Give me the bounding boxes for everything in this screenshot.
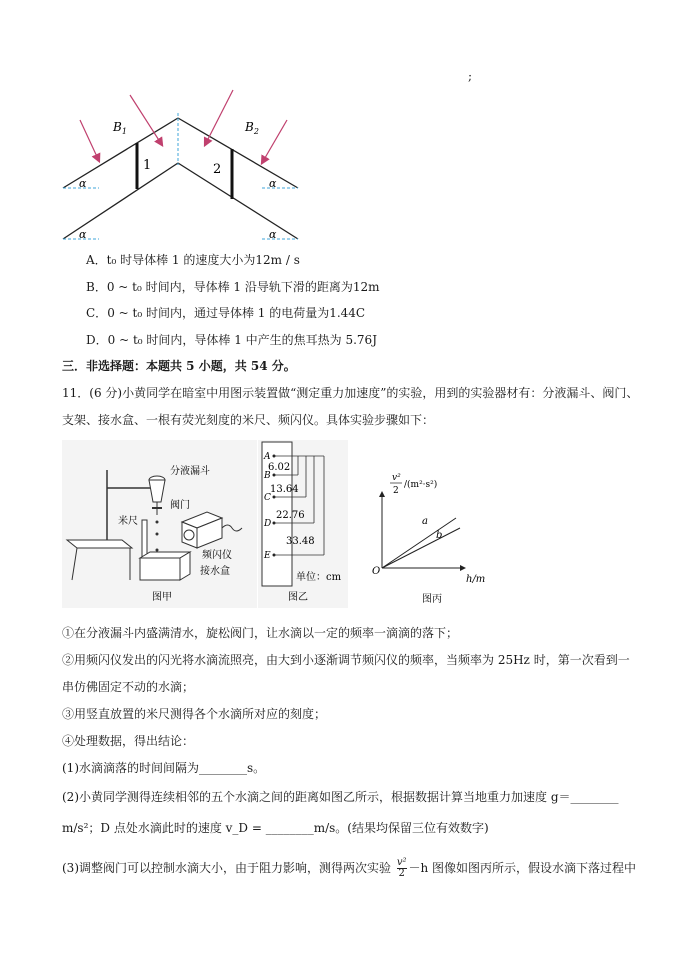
line-b xyxy=(382,528,460,568)
svg-text:6.02: 6.02 xyxy=(268,462,291,473)
option-a: A．t₀ 时导体棒 1 的速度大小为12m / s xyxy=(86,253,300,267)
step-3: ③用竖直放置的米尺测得各个水滴所对应的刻度； xyxy=(62,707,327,721)
svg-text:E: E xyxy=(264,551,271,561)
question-line-2: 支架、接水盒、一根有荧光刻度的米尺、频闪仪。具体实验步骤如下： xyxy=(62,413,435,427)
svg-text:D: D xyxy=(264,519,272,529)
rod1-label: 1 xyxy=(143,158,152,173)
fig-b-caption: 图乙 xyxy=(288,592,308,603)
svg-text:阀门: 阀门 xyxy=(170,500,190,511)
svg-text:α: α xyxy=(269,177,277,190)
svg-text:分液漏斗: 分液漏斗 xyxy=(170,466,210,477)
sub-q2a: (2)小黄同学测得连续相邻的五个水滴之间的距离如图乙所示，根据数据计算当地重力加速度 g＝________ xyxy=(62,790,619,804)
svg-text:b: b xyxy=(436,530,443,541)
lower-right-rail xyxy=(178,163,298,239)
rod2-label: 2 xyxy=(213,162,222,177)
b1-label: $B_1$ xyxy=(113,120,127,136)
svg-text:α: α xyxy=(79,228,87,241)
svg-text:C: C xyxy=(264,493,271,503)
step-4: ④处理数据，得出结论： xyxy=(62,734,195,748)
sub-q2b: m/s²；D 点处水滴此时的速度 v_D = ________m/s。(结果均保留三位有效数字) xyxy=(62,821,489,835)
svg-text:α: α xyxy=(79,177,87,190)
svg-text:O: O xyxy=(372,566,381,577)
corner-mark: ; xyxy=(468,69,473,83)
svg-text:33.48: 33.48 xyxy=(286,536,315,547)
svg-text:米尺: 米尺 xyxy=(118,516,138,527)
sub-q3: (3)调整阀门可以控制水滴大小，由于阻力影响，测得两次实验 $\frac{\text{v²}}{2}$ －h 图像如图丙所示，假设水滴下落过程中 xyxy=(62,857,637,879)
question-line-1: 11．(6 分)小黄同学在暗室中用图示装置做“测定重力加速度”的实验，用到的实验器材有：分液漏斗、阀门、 xyxy=(62,386,639,400)
option-c: C．0 ~ t₀ 时间内，通过导体棒 1 的电荷量为1.44C xyxy=(86,306,366,320)
section-title: 三．非选择题：本题共 5 小题，共 54 分。 xyxy=(62,359,296,373)
option-d: D．0 ~ t₀ 时间内，导体棒 1 中产生的焦耳热为 5.76J xyxy=(86,333,377,347)
step-2a: ②用频闪仪发出的闪光将水滴流照亮，由大到小逐渐调节频闪仪的频率，当频率为 25Hz 时，第一次看到一 xyxy=(62,653,630,667)
sub-q1: (1)水滴滴落的时间间隔为________s。 xyxy=(62,761,266,775)
svg-text:22.76: 22.76 xyxy=(276,510,305,521)
fig-c-caption: 图丙 xyxy=(422,594,442,605)
svg-text:a: a xyxy=(422,516,428,527)
upper-right-rail xyxy=(178,118,298,188)
svg-text:h/m: h/m xyxy=(466,574,486,585)
svg-text:α: α xyxy=(269,228,277,241)
step-2b: 串仿佛固定不动的水滴； xyxy=(62,680,195,694)
svg-text:13.64: 13.64 xyxy=(270,484,299,495)
svg-text:A: A xyxy=(264,452,271,462)
field-arrow xyxy=(205,90,233,145)
rails-figure xyxy=(55,85,315,245)
figure-a-apparatus xyxy=(62,440,257,608)
figure-b-drops xyxy=(258,440,348,608)
svg-text:/(m²·s²): /(m²·s²) xyxy=(404,480,438,490)
field-arrow xyxy=(80,120,99,161)
field-arrow xyxy=(262,120,287,163)
svg-text:2: 2 xyxy=(393,486,399,496)
step-1: ①在分液漏斗内盛满清水，旋松阀门，让水滴以一定的频率一滴滴的落下； xyxy=(62,626,459,640)
svg-text:B: B xyxy=(264,471,271,481)
line-a xyxy=(382,518,456,568)
svg-text:频闪仪: 频闪仪 xyxy=(202,550,232,561)
svg-text:接水盒: 接水盒 xyxy=(200,566,230,577)
svg-text:v²: v² xyxy=(392,473,401,483)
fig-a-caption: 图甲 xyxy=(152,592,172,603)
option-b: B．0 ~ t₀ 时间内，导体棒 1 沿导轨下滑的距离为12m xyxy=(86,280,380,294)
b2-label: $B_2$ xyxy=(245,120,259,136)
svg-text:单位：cm: 单位：cm xyxy=(296,572,342,583)
figure-c-graph xyxy=(370,460,500,608)
